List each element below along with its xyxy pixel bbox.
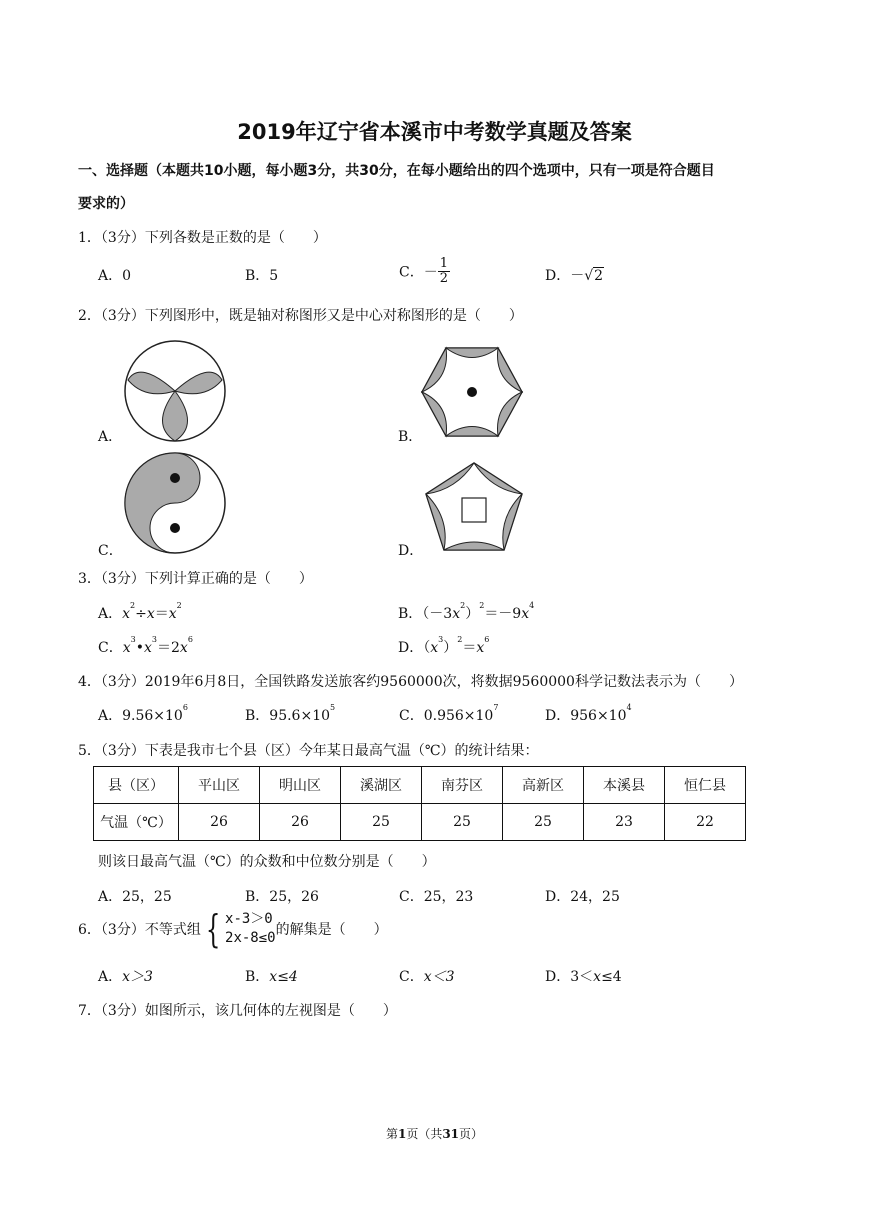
table-cell: 气温（℃） (94, 804, 179, 841)
question-6-option-d (545, 966, 622, 986)
table-row (94, 767, 746, 804)
question-6-option-a (98, 966, 153, 986)
option-base: A．9.56×10 (98, 708, 183, 724)
exponent: 5 (330, 703, 336, 712)
option-label: A． (98, 606, 123, 622)
question-3-option-b: B．$(-3x^2)^2=-9x^4$ (398, 601, 535, 622)
option-base: D．956×10 (545, 708, 627, 724)
option-label: D． (398, 640, 424, 656)
option-c-prefix: C．－ (399, 264, 438, 281)
page-footer (0, 1125, 869, 1142)
option-base: B．95.6×10 (245, 708, 331, 724)
question-5-option-d: D．24，25 (545, 889, 620, 905)
table-header-cell: 明山区 (260, 767, 341, 804)
question-7-stem: 7．（3分）如图所示，该几何体的左视图是（ ） (78, 1003, 397, 1019)
question-6-option-b (245, 966, 298, 986)
page-title: 2019年辽宁省本溪市中考数学真题及答案 (237, 120, 632, 144)
question-2-option-d: D． (398, 543, 424, 559)
section-heading-line1: 一、选择题（本题共10小题，每小题3分，共30分，在每小题给出的四个选项中，只有一项是符合题目 (78, 163, 715, 179)
footer-text: 页） (459, 1127, 484, 1141)
question-5-option-a: A．25，25 (98, 889, 172, 905)
fraction (438, 257, 450, 286)
table-header-cell: 平山区 (179, 767, 260, 804)
inequality-2: 2x-8≤0 (225, 930, 276, 946)
option-label: C． (98, 640, 123, 656)
question-6-option-c (399, 966, 455, 986)
question-2-option-a: A． (98, 429, 123, 445)
table-header-cell: 溪湖区 (341, 767, 422, 804)
exponent: 4 (626, 703, 632, 712)
table-row (94, 804, 746, 841)
question-2-option-b: B． (398, 429, 423, 445)
question-4-stem: 4．（3分）2019年6月8日，全国铁路发送旅客约9560000次，将数据9560000科学记数法表示为（ ） (78, 674, 743, 690)
option-expr: x≤4 (269, 969, 298, 985)
question-4-option-a (98, 705, 188, 725)
stem-suffix: 的解集是（ ） (275, 922, 388, 938)
exponent: 6 (182, 703, 188, 712)
question-1-option-d (545, 265, 604, 285)
option-label: D． (545, 969, 571, 985)
question-1-stem: 1．（3分）下列各数是正数的是（ ） (78, 230, 327, 246)
option-expr-post: ≤4 (601, 969, 622, 985)
exponent: 7 (493, 703, 499, 712)
table-cell: 23 (584, 804, 665, 841)
question-4-option-c (399, 705, 498, 725)
option-label: B． (245, 969, 270, 985)
option-base: C．0.956×10 (399, 708, 494, 724)
question-1-option-b: B．5 (245, 268, 279, 284)
table-cell: 25 (341, 804, 422, 841)
question-3-option-d: D．$(x^3)^2=x^6$ (398, 635, 490, 656)
figure-a-circle-petals (120, 340, 236, 444)
footer-text: 第 (385, 1127, 398, 1141)
table-header-cell: 恒仁县 (665, 767, 746, 804)
inequality-system (225, 910, 276, 948)
question-6-stem (78, 907, 388, 951)
table-header-cell: 南芬区 (422, 767, 503, 804)
brace-icon: { (205, 907, 221, 951)
table-cell: 25 (422, 804, 503, 841)
option-d-prefix: D．－ (545, 268, 585, 284)
figure-b-hexagon (420, 345, 524, 441)
inequality-1: x-3＞0 (225, 911, 273, 927)
temperature-table (93, 766, 746, 841)
question-1-option-c (399, 257, 450, 286)
question-1-option-a: A．0 (98, 268, 132, 284)
question-3-option-c: C．$x^3•x^3=2x^6$ (98, 635, 193, 656)
question-2-stem: 2．（3分）下列图形中，既是轴对称图形又是中心对称图形的是（ ） (78, 308, 523, 324)
table-cell: 26 (260, 804, 341, 841)
option-label: C． (399, 969, 424, 985)
option-expr: x＞3 (122, 969, 153, 985)
question-4-option-b (245, 705, 335, 725)
table-cell: 25 (503, 804, 584, 841)
table-header-cell: 本溪县 (584, 767, 665, 804)
radicand: 2 (594, 268, 604, 284)
question-5-stem: 5．（3分）下表是我市七个县（区）今年某日最高气温（℃）的统计结果： (78, 743, 539, 759)
table-cell: 22 (665, 804, 746, 841)
table-header-cell: 高新区 (503, 767, 584, 804)
total-pages: 31 (442, 1127, 460, 1141)
option-expr-pre: 3＜ (570, 969, 594, 985)
option-label: B． (398, 606, 423, 622)
question-5-follow: 则该日最高气温（℃）的众数和中位数分别是（ ） (98, 854, 436, 870)
footer-text: 页（共 (406, 1127, 443, 1141)
question-5-option-c: C．25，23 (399, 889, 474, 905)
section-heading-line2: 要求的） (78, 196, 134, 212)
table-cell: 26 (179, 804, 260, 841)
question-3-option-a: A．$x^2\div x=x^2$ (98, 601, 182, 622)
question-5-option-b: B．25，26 (245, 889, 319, 905)
stem-prefix: 6．（3分）不等式组 (78, 922, 201, 938)
question-4-option-d (545, 705, 632, 725)
fraction-numerator: 1 (439, 256, 448, 271)
option-expr-var: x (593, 969, 602, 985)
fraction-denominator: 2 (439, 271, 448, 286)
question-3-stem: 3．（3分）下列计算正确的是（ ） (78, 571, 313, 587)
figure-c-yin-yang (120, 452, 236, 556)
sqrt-icon: √ (584, 268, 594, 284)
table-header-cell: 县（区） (94, 767, 179, 804)
option-expr: x＜3 (423, 969, 455, 985)
option-label: A． (98, 969, 123, 985)
page-number: 1 (397, 1127, 407, 1141)
figure-d-pentagon (422, 460, 526, 556)
question-2-option-c: C． (98, 543, 123, 559)
